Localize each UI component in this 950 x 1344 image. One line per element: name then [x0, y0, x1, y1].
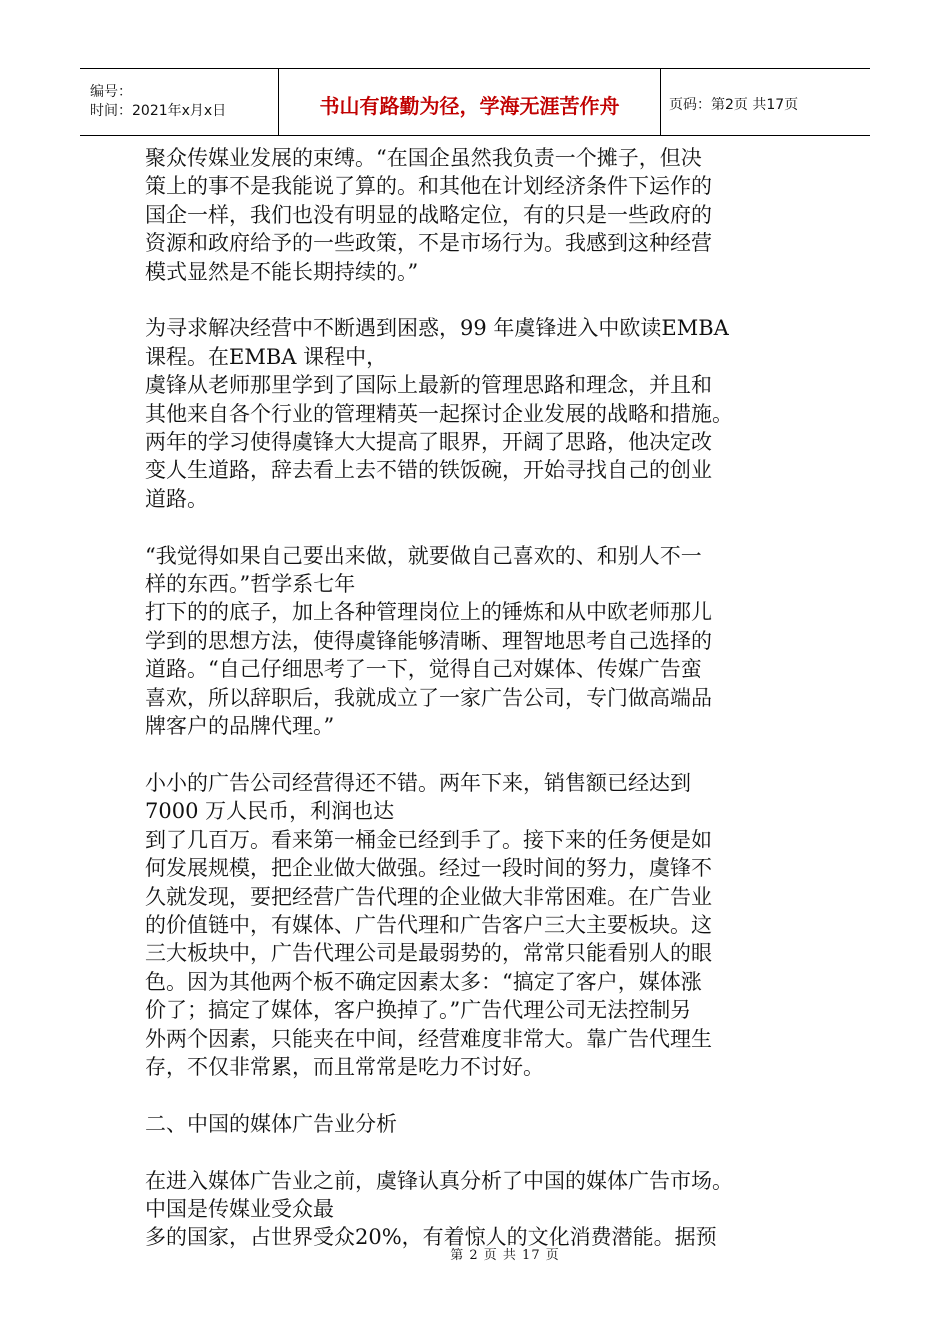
footer-page-number: 第 2 页 共 17 页 [450, 1248, 560, 1263]
text-line: 虞锋从老师那里学到了国际上最新的管理思路和理念，并且和 [145, 373, 712, 398]
text-line: 资源和政府给予的一些政策，不是市场行为。我感到这种经营 [145, 231, 712, 256]
header-page-info [661, 69, 870, 135]
text-line: 三大板块中，广告代理公司是最弱势的，常常只能看别人的眼 [145, 941, 712, 966]
text-line: 存，不仅非常累，而且常常是吃力不讨好。 [145, 1054, 544, 1079]
text-line: 价了；搞定了媒体，客户换掉了。”广告代理公司无法控制另 [145, 998, 692, 1023]
text-line: 策上的事不是我能说了算的。和其他在计划经济条件下运作的 [145, 174, 712, 199]
paragraph [145, 769, 810, 1081]
text-line: 7000 万人民币，利润也达 [145, 799, 395, 824]
text-line: “我觉得如果自己要出来做，就要做自己喜欢的、和别人不一 [145, 543, 702, 568]
text-line: 二、中国的媒体广告业分析 [145, 1111, 397, 1136]
text-line: 何发展规模，把企业做大做强。经过一段时间的努力，虞锋不 [145, 856, 712, 881]
paragraph [145, 542, 810, 741]
text-line: 模式显然是不能长期持续的。” [145, 259, 419, 284]
text-line: 两年的学习使得虞锋大大提高了眼界，开阔了思路，他决定改 [145, 430, 712, 455]
paragraph [145, 314, 810, 513]
document-date: 时间：2021年x月x日 [90, 103, 227, 119]
text-line: 道路。“自己仔细思考了一下，觉得自己对媒体、传媒广告蛮 [145, 657, 702, 682]
header-motto [279, 69, 661, 135]
text-line: 中国是传媒业受众最 [145, 1196, 334, 1221]
text-line: 的价值链中，有媒体、广告代理和广告客户三大主要板块。这 [145, 912, 712, 937]
page-info-text: 页码：第2页 共17页 [669, 97, 799, 113]
text-line: 国企一样，我们也没有明显的战略定位，有的只是一些政府的 [145, 202, 712, 227]
document-body [145, 144, 810, 1280]
motto-text: 书山有路勤为径，学海无涯苦作舟 [319, 93, 620, 118]
page-footer [0, 1244, 950, 1263]
paragraph [145, 1167, 810, 1252]
text-line: 到了几百万。看来第一桶金已经到手了。接下来的任务便是如 [145, 827, 712, 852]
text-line: 外两个因素，只能夹在中间，经营难度非常大。靠广告代理生 [145, 1026, 712, 1051]
text-line: 学到的思想方法，使得虞锋能够清晰、理智地思考自己选择的 [145, 628, 712, 653]
text-line: 色。因为其他两个板不确定因素太多：“搞定了客户，媒体涨 [145, 969, 702, 994]
document-number: 编号： [90, 84, 132, 100]
paragraph [145, 144, 810, 286]
text-line: 小小的广告公司经营得还不错。两年下来，销售额已经达到 [145, 770, 691, 795]
paragraph [145, 1110, 810, 1138]
text-line: 久就发现，要把经营广告代理的企业做大非常困难。在广告业 [145, 884, 712, 909]
text-line: 打下的的底子，加上各种管理岗位上的锤炼和从中欧老师那儿 [145, 600, 712, 625]
text-line: 为寻求解决经营中不断遇到困惑，99 年虞锋进入中欧读EMBA [145, 316, 729, 341]
text-line: 聚众传媒业发展的束缚。“在国企虽然我负责一个摊子，但决 [145, 146, 702, 170]
page-header [80, 68, 870, 136]
text-line: 喜欢，所以辞职后，我就成立了一家广告公司，专门做高端品 [145, 685, 712, 710]
text-line: 课程。在EMBA 课程中， [145, 344, 388, 369]
header-meta [80, 69, 279, 135]
text-line: 牌客户的品牌代理。” [145, 714, 335, 739]
text-line: 样的东西。”哲学系七年 [145, 572, 356, 597]
text-line: 在进入媒体广告业之前，虞锋认真分析了中国的媒体广告市场。 [145, 1168, 733, 1193]
text-line: 变人生道路，辞去看上去不错的铁饭碗，开始寻找自己的创业 [145, 458, 712, 483]
text-line: 多的国家，占世界受众20%，有着惊人的文化消费潜能。据预 [145, 1225, 717, 1250]
text-line: 其他来自各个行业的管理精英一起探讨企业发展的战略和措施。 [145, 401, 733, 426]
text-line: 道路。 [145, 486, 208, 511]
